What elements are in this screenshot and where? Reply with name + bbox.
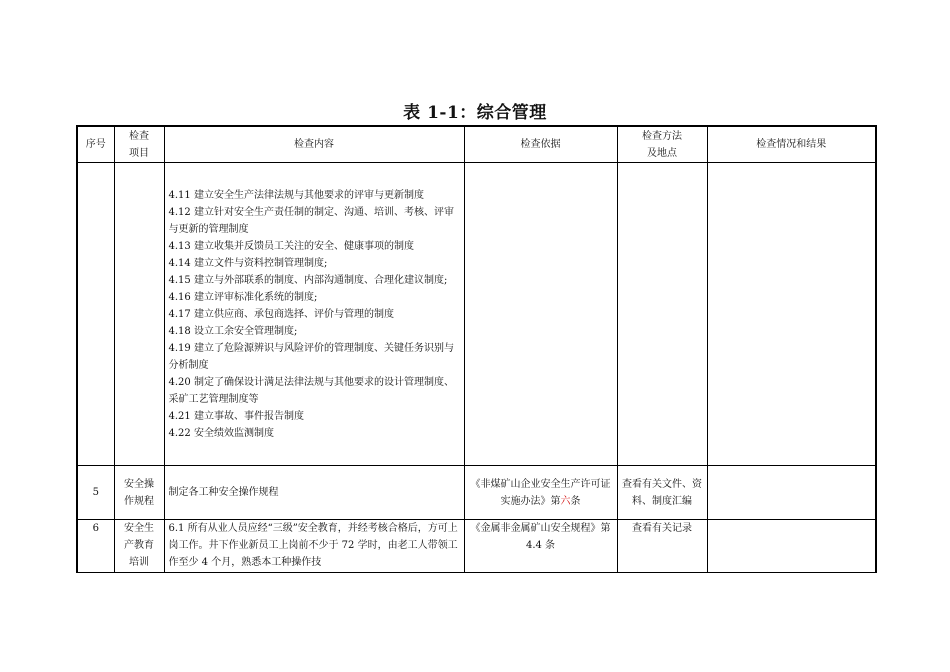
cell-seq (77, 520, 114, 573)
cell-item (114, 163, 164, 466)
cell-basis (464, 520, 617, 573)
cell-item: 安全操 作规程 (114, 466, 164, 520)
content-line: 4.19 建立了危险源辨识与风险评价的管理制度、关键任务识别与分析制度 (168, 342, 454, 371)
method-text: 查看有关记录 (632, 523, 692, 534)
table-row (77, 466, 876, 520)
content-line: 4.12 建立针对安全生产责任制的制定、沟通、培训、考核、评审与更新的管理制度 (168, 206, 454, 235)
table-title: 表 1-1：综合管理 (403, 103, 547, 123)
cell-method: 查看有关文件、资料、制度汇编 (617, 466, 707, 520)
content-line: 4.16 建立评审标准化系统的制度; (168, 291, 318, 303)
basis-text: 《金属非金属矿山安全规程》第 4.4 条 (470, 523, 611, 551)
content-line: 4.20 制定了确保设计满足法律法规与其他要求的设计管理制度、采矿工艺管理制度等 (168, 376, 454, 405)
cell-basis (464, 163, 617, 466)
cell-seq: 5 (77, 466, 114, 520)
table-header-row (77, 126, 876, 163)
seq-text: 6 (92, 523, 99, 534)
content-line: 4.18 设立工余安全管理制度; (168, 325, 298, 337)
basis-text-end: 条 (570, 495, 581, 507)
header-item: 检查 项目 (114, 126, 164, 163)
content-line: 4.14 建立文件与资料控制管理制度; (168, 257, 328, 269)
header-result: 检查情况和结果 (707, 126, 876, 163)
item-text: 安全生 产教育 培训 (124, 523, 154, 568)
cell-content (164, 520, 464, 573)
content-line: 4.17 建立供应商、承包商选择、评价与管理的制度 (168, 308, 394, 320)
content-text: 6.1 所有从业人员应经“三级”安全教育，并经考核合格后，方可上岗工作。井下作业新员工上岗前不少于 72 学时，由老工人带领工作至少 4 个月，熟悉本工种操作技 (168, 523, 458, 568)
inspection-table (76, 125, 877, 573)
content-line: 4.21 建立事故、事件报告制度 (168, 410, 304, 422)
header-basis: 检查依据 (464, 126, 617, 163)
basis-text: 《非煤矿山企业安全生产许可证实施办法》第 (470, 478, 611, 507)
cell-method (617, 163, 707, 466)
content-line: 4.22 安全绩效监测制度 (168, 427, 274, 439)
cell-result (707, 466, 876, 520)
cell-method (617, 520, 707, 573)
header-content: 检查内容 (164, 126, 464, 163)
content-line: 4.15 建立与外部联系的制度、内部沟通制度、合理化建议制度; (168, 274, 448, 286)
table-row (77, 163, 876, 466)
cell-content (164, 163, 464, 466)
cell-result (707, 520, 876, 573)
cell-seq (77, 163, 114, 466)
cell-result (707, 163, 876, 466)
header-seq: 序号 (77, 126, 114, 163)
content-line: 4.13 建立收集并反馈员工关注的安全、健康事项的制度 (168, 240, 414, 252)
cell-basis (464, 466, 617, 520)
table-row (77, 520, 876, 573)
cell-item (114, 520, 164, 573)
header-method: 检查方法 及地点 (617, 126, 707, 163)
content-line: 4.11 建立安全生产法律法规与其他要求的评审与更新制度 (168, 189, 424, 201)
cell-content: 制定各工种安全操作规程 (164, 466, 464, 520)
basis-highlight: 六 (560, 495, 571, 507)
